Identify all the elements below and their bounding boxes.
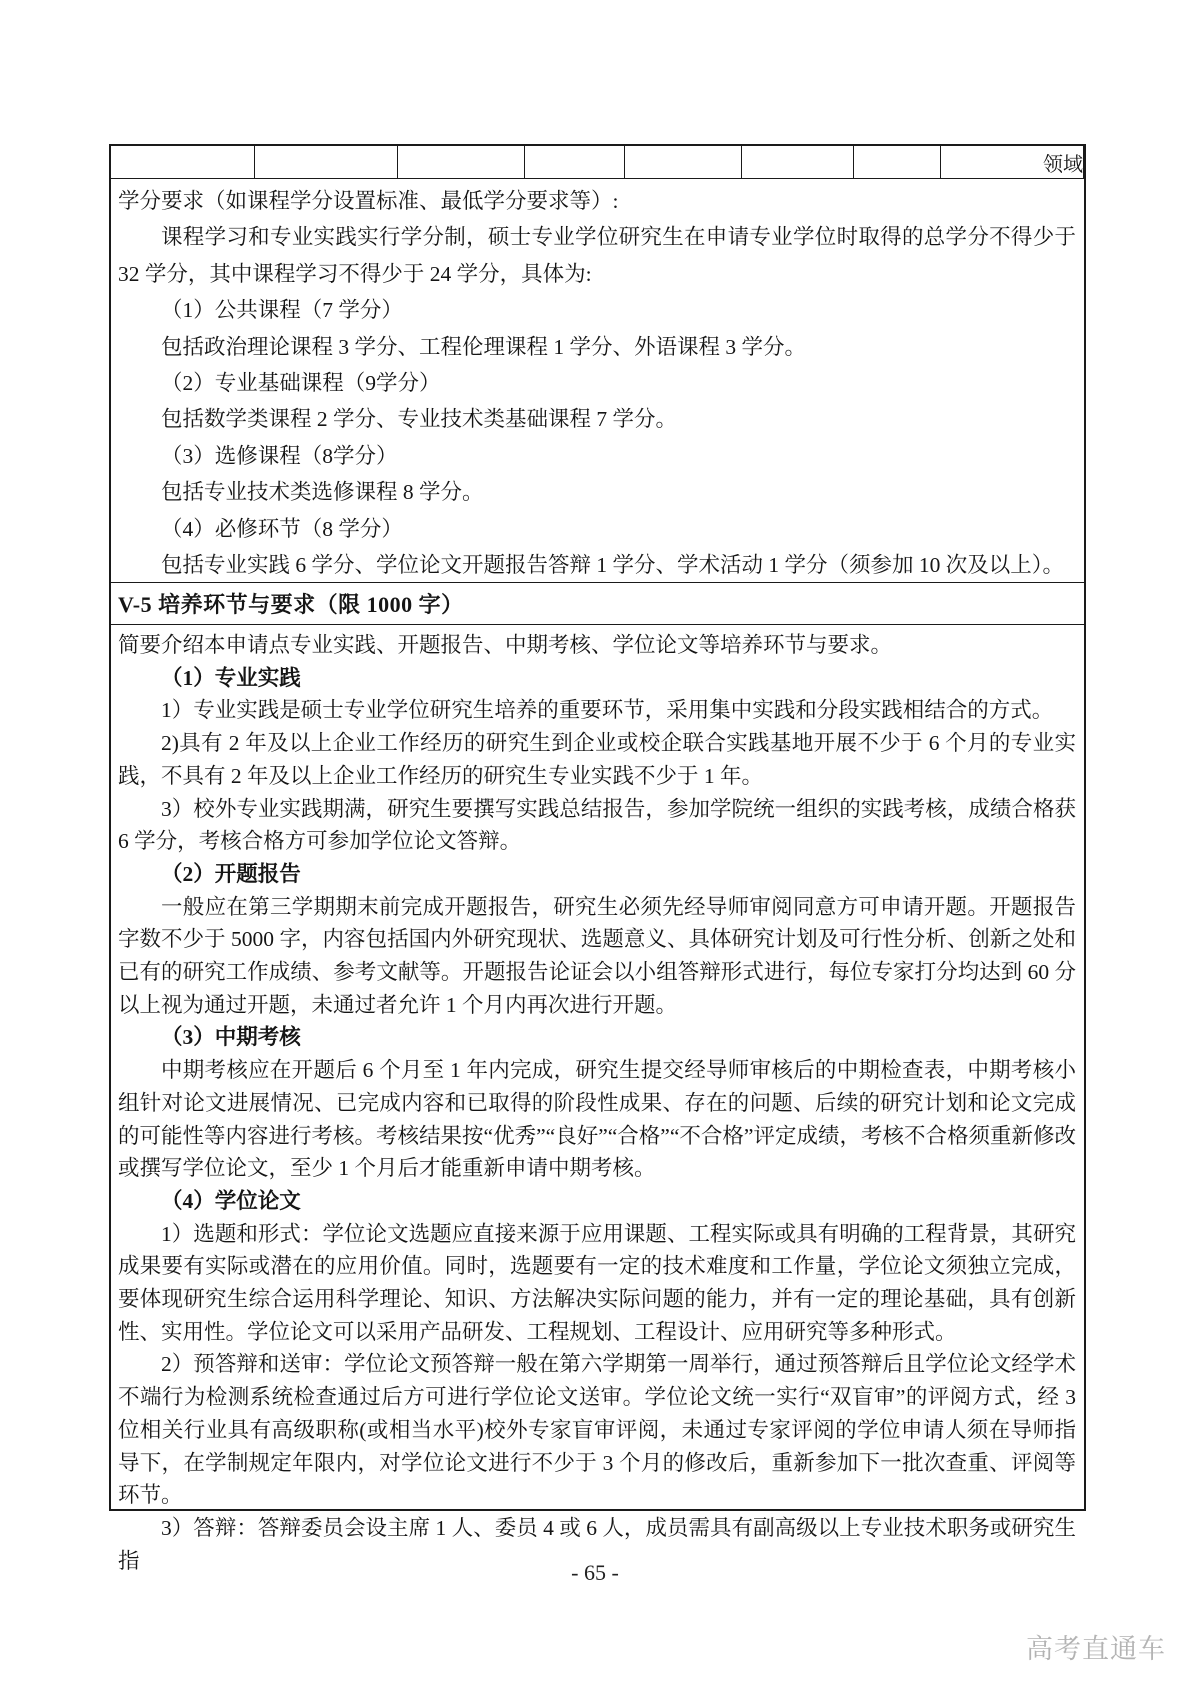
header-cell [111,146,255,178]
header-cell [398,146,525,178]
v5-paragraph: 1）选题和形式：学位论文选题应直接来源于应用课题、工程实际或具有明确的工程背景，其研究成果要有实际或潜在的应用价值。同时，选题要有一定的技术难度和工作量，学位论文须独立完成，要体现研究生综合运用科学理论、知识、方法解决实际问题的能力，并有一定的理论基础，具有创新性、实用性。学位论文可以采用产品研发、工程规划、工程设计、应用研究等多种形式。 [118,1221,1076,1344]
v5-paragraph: 2)具有 2 年及以上企业工作经历的研究生到企业或校企联合实践基地开展不少于 6 个月的专业实践，不具有 2 年及以上企业工作经历的研究生专业实践不少于 1 年。 [118,731,1076,788]
v5-paragraph: 简要介绍本申请点专业实践、开题报告、中期考核、学位论文等培养环节与要求。 [118,633,893,657]
header-cell [625,146,742,178]
credit-paragraph: 学分要求（如课程学分设置标准、最低学分要求等）: [118,189,619,213]
v5-paragraph: 一般应在第三学期期末前完成开题报告，研究生必须先经导师审阅同意方可申请开题。开题报告字数不少于 5000 字，内容包括国内外研究现状、选题意义、具体研究计划及可行性分析、创新之处和已有的研究工作成绩、参考文献等。开题报告论证会以小组答辩形式进行，每位专家打分均达到 60 分以上视为通过开题，未通过者允许 1 个月内再次进行开题。 [118,894,1076,1017]
v5-paragraph: 2）预答辩和送审：学位论文预答辩一般在第六学期第一周举行，通过预答辩后且学位论文经学术不端行为检测系统检查通过后方可进行学位论文送审。学位论文统一实行“双盲审”的评阅方式，经 3 位相关行业具有高级职称(或相当水平)校外专家盲审评阅，未通过专家评阅的学位申请人须在导师指导下，在学制规定年限内，对学位论文进行不少于 3 个月的修改后，重新参加下一批次查重、评阅等环节。 [118,1352,1076,1508]
v5-paragraph: （3）中期考核 [161,1025,301,1050]
credit-paragraph: 包括政治理论课程 3 学分、工程伦理课程 1 学分、外语课程 3 学分。 [161,334,807,359]
section-v5-header-row [111,583,1084,625]
credit-paragraph: 包括数学类课程 2 学分、专业技术类基础课程 7 学分。 [161,407,678,432]
page-number: - 65 - [571,1560,619,1585]
credit-requirements-cell [111,179,1084,583]
v5-paragraph: 3）答辩：答辩委员会设主席 1 人、委员 4 或 6 人，成员需具有副高级以上专业技术职务或研究生指 [118,1515,1076,1573]
header-cell [525,146,625,178]
header-cell [941,146,1043,178]
header-cell [854,146,941,178]
credit-paragraph: （2）专业基础课程（9学分） [161,371,441,396]
v5-paragraph: 中期考核应在开题后 6 个月至 1 年内完成，研究生提交经导师审核后的中期检查表，中期考核小组针对论文进展情况、已完成内容和已取得的阶段性成果、存在的问题、后续的研究计划和论文完成的可能性等内容进行考核。考核结果按“优秀”“良好”“合格”“不合格”评定成绩，考核不合格须重新修改或撰写学位论文，至少 1 个月后才能重新申请中期考核。 [118,1058,1076,1181]
table-header-row [111,146,1084,179]
section-v5-title: V-5 培养环节与要求（限 1000 字） [118,592,464,617]
v5-paragraph: 3）校外专业实践期满，研究生要撰写实践总结报告，参加学院统一组织的实践考核，成绩合格获 6 学分，考核合格方可参加学位论文答辩。 [118,796,1076,854]
credit-paragraph: 包括专业实践 6 学分、学位论文开题报告答辩 1 学分、学术活动 1 学分（须参加 10 次及以上）。 [161,553,1065,578]
v5-paragraph: 1）专业实践是硕士专业学位研究生培养的重要环节，采用集中实践和分段实践相结合的方式。 [161,698,1054,723]
v5-paragraph: （2）开题报告 [161,861,301,886]
v5-paragraph: （4）学位论文 [161,1188,301,1213]
header-cell [255,146,398,178]
credit-paragraph: （1）公共课程（7 学分） [161,298,403,323]
credit-paragraph: （4）必修环节（8 学分） [161,516,403,541]
header-cell [1043,146,1084,178]
credit-paragraph: 包括专业技术类选修课程 8 学分。 [161,480,484,505]
watermark-text: 高考直通车 [1026,1634,1166,1664]
v5-paragraph: （1）专业实践 [161,665,301,690]
credit-paragraph: 课程学习和专业实践实行学分制，硕士专业学位研究生在申请专业学位时取得的总学分不得少于 32 学分，其中课程学习不得少于 24 学分，具体为: [118,225,1076,286]
credit-paragraph: （3）选修课程（8学分） [161,443,398,468]
header-cell [742,146,854,178]
header-cell-label: 领域 [1043,153,1083,176]
